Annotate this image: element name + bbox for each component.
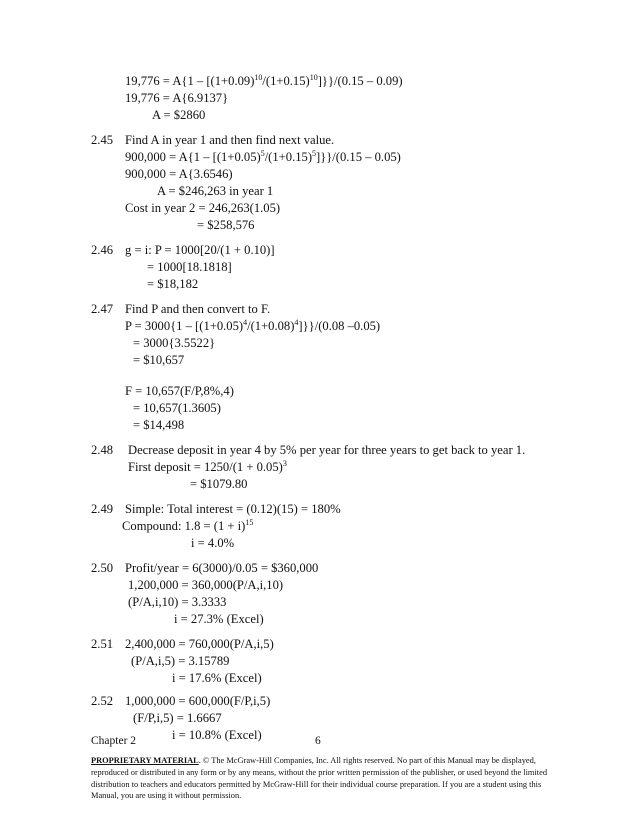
equation-line: $19,776 = A\{1 - [(1+0.09)^{10}/(1+0.15)^{10}]\}\}/(0.15 - 0.09)$ — [125, 72, 403, 88]
footer-page-number: 6 — [315, 735, 321, 747]
equation-line: = $10,657 — [133, 353, 185, 367]
equation-line: 1,200,000 = 360,000(P/A,i,10) — [128, 578, 284, 592]
footer-legal-notice — [91, 755, 551, 802]
legal-text: . © The McGraw-Hill Companies, Inc. All rights reserved. No part of this Manual may be displayed, reproduced or distributed in any form or by any means, without the prior written permission of the publisher, or used beyond the limited distribution to teachers and educators permitted by McGraw-Hill for their individual course preparation. If you are a student using this Manual, you are using it without permission. — [91, 756, 548, 801]
equation-line: (F/P,i,5) = 1.6667 — [133, 711, 222, 725]
equation-line: = 10,657(1.3605) — [133, 401, 221, 415]
equation-line: (P/A,i,5) = 3.15789 — [131, 654, 230, 668]
equation-line: i = 27.3% (Excel) — [174, 612, 264, 626]
equation-line: Cost in year 2 = 246,263(1.05) — [125, 201, 281, 215]
problem-statement: Find P and then convert to F. — [125, 302, 271, 316]
equation-line: = 3000{3.5522} — [133, 336, 216, 350]
equation-line: i = 10.8% (Excel) — [172, 728, 262, 742]
equation-line: = $14,498 — [133, 418, 185, 432]
equation-line: $P = 3000\{1 - [(1+0.05)^4/(1+0.08)^4]\}\}/(0.08$ –0.05) — [125, 317, 381, 333]
equation-line: = 1000[18.1818] — [147, 260, 232, 274]
equation-line: A = $2860 — [152, 108, 206, 122]
equation-line: = $258,576 — [197, 218, 255, 232]
problem-statement: g = i: P = 1000[20/(1 + 0.10)] — [125, 243, 275, 257]
problem-statement: Find A in year 1 and then find next value. — [125, 133, 335, 147]
problem-number: 2.46 — [91, 243, 114, 257]
problem-statement: Profit/year = 6(3000)/0.05 = $360,000 — [125, 561, 319, 575]
problem-number: 2.48 — [91, 443, 114, 457]
equation-line: = $1079.80 — [190, 477, 248, 491]
problem-number: 2.49 — [91, 502, 114, 516]
equation-line: F = 10,657(F/P,8%,4) — [125, 384, 234, 398]
problem-statement: 2,400,000 = 760,000(P/A,i,5) — [125, 637, 274, 651]
equation-line: i = 17.6% (Excel) — [172, 671, 262, 685]
problem-number: 2.52 — [91, 694, 114, 708]
equation-line: 900,000 = A{3.6546) — [125, 167, 233, 181]
equation-line: A = $246,263 in year 1 — [157, 184, 274, 198]
problem-number: 2.45 — [91, 133, 114, 147]
problem-number: 2.50 — [91, 561, 114, 575]
problem-number: 2.51 — [91, 637, 114, 651]
equation-line: First deposit = $1250/(1 + 0.05)^3$ — [128, 458, 287, 474]
problem-statement: 1,000,000 = 600,000(F/P,i,5) — [125, 694, 271, 708]
equation-line: 19,776 = A{6.9137} — [125, 91, 229, 105]
equation-line: Compound: $1.8 = (1 + i)^{15}$ — [122, 517, 254, 533]
footer-chapter: Chapter 2 — [91, 735, 137, 747]
problem-statement: Simple: Total interest = (0.12)(15) = 180% — [125, 502, 341, 516]
equation-line: = $18,182 — [147, 277, 199, 291]
problem-statement: Decrease deposit in year 4 by 5% per year for three years to get back to year 1. — [128, 443, 526, 457]
equation-line: i = 4.0% — [191, 536, 235, 550]
equation-line: (P/A,i,10) = 3.3333 — [128, 595, 227, 609]
proprietary-label: PROPRIETARY MATERIAL — [91, 756, 199, 765]
equation-line: $900,000 = A\{1 - [(1+0.05)^5/(1+0.15)^5]\}\}/(0.15 - 0.05)$ — [125, 148, 401, 164]
problem-number: 2.47 — [91, 302, 114, 316]
